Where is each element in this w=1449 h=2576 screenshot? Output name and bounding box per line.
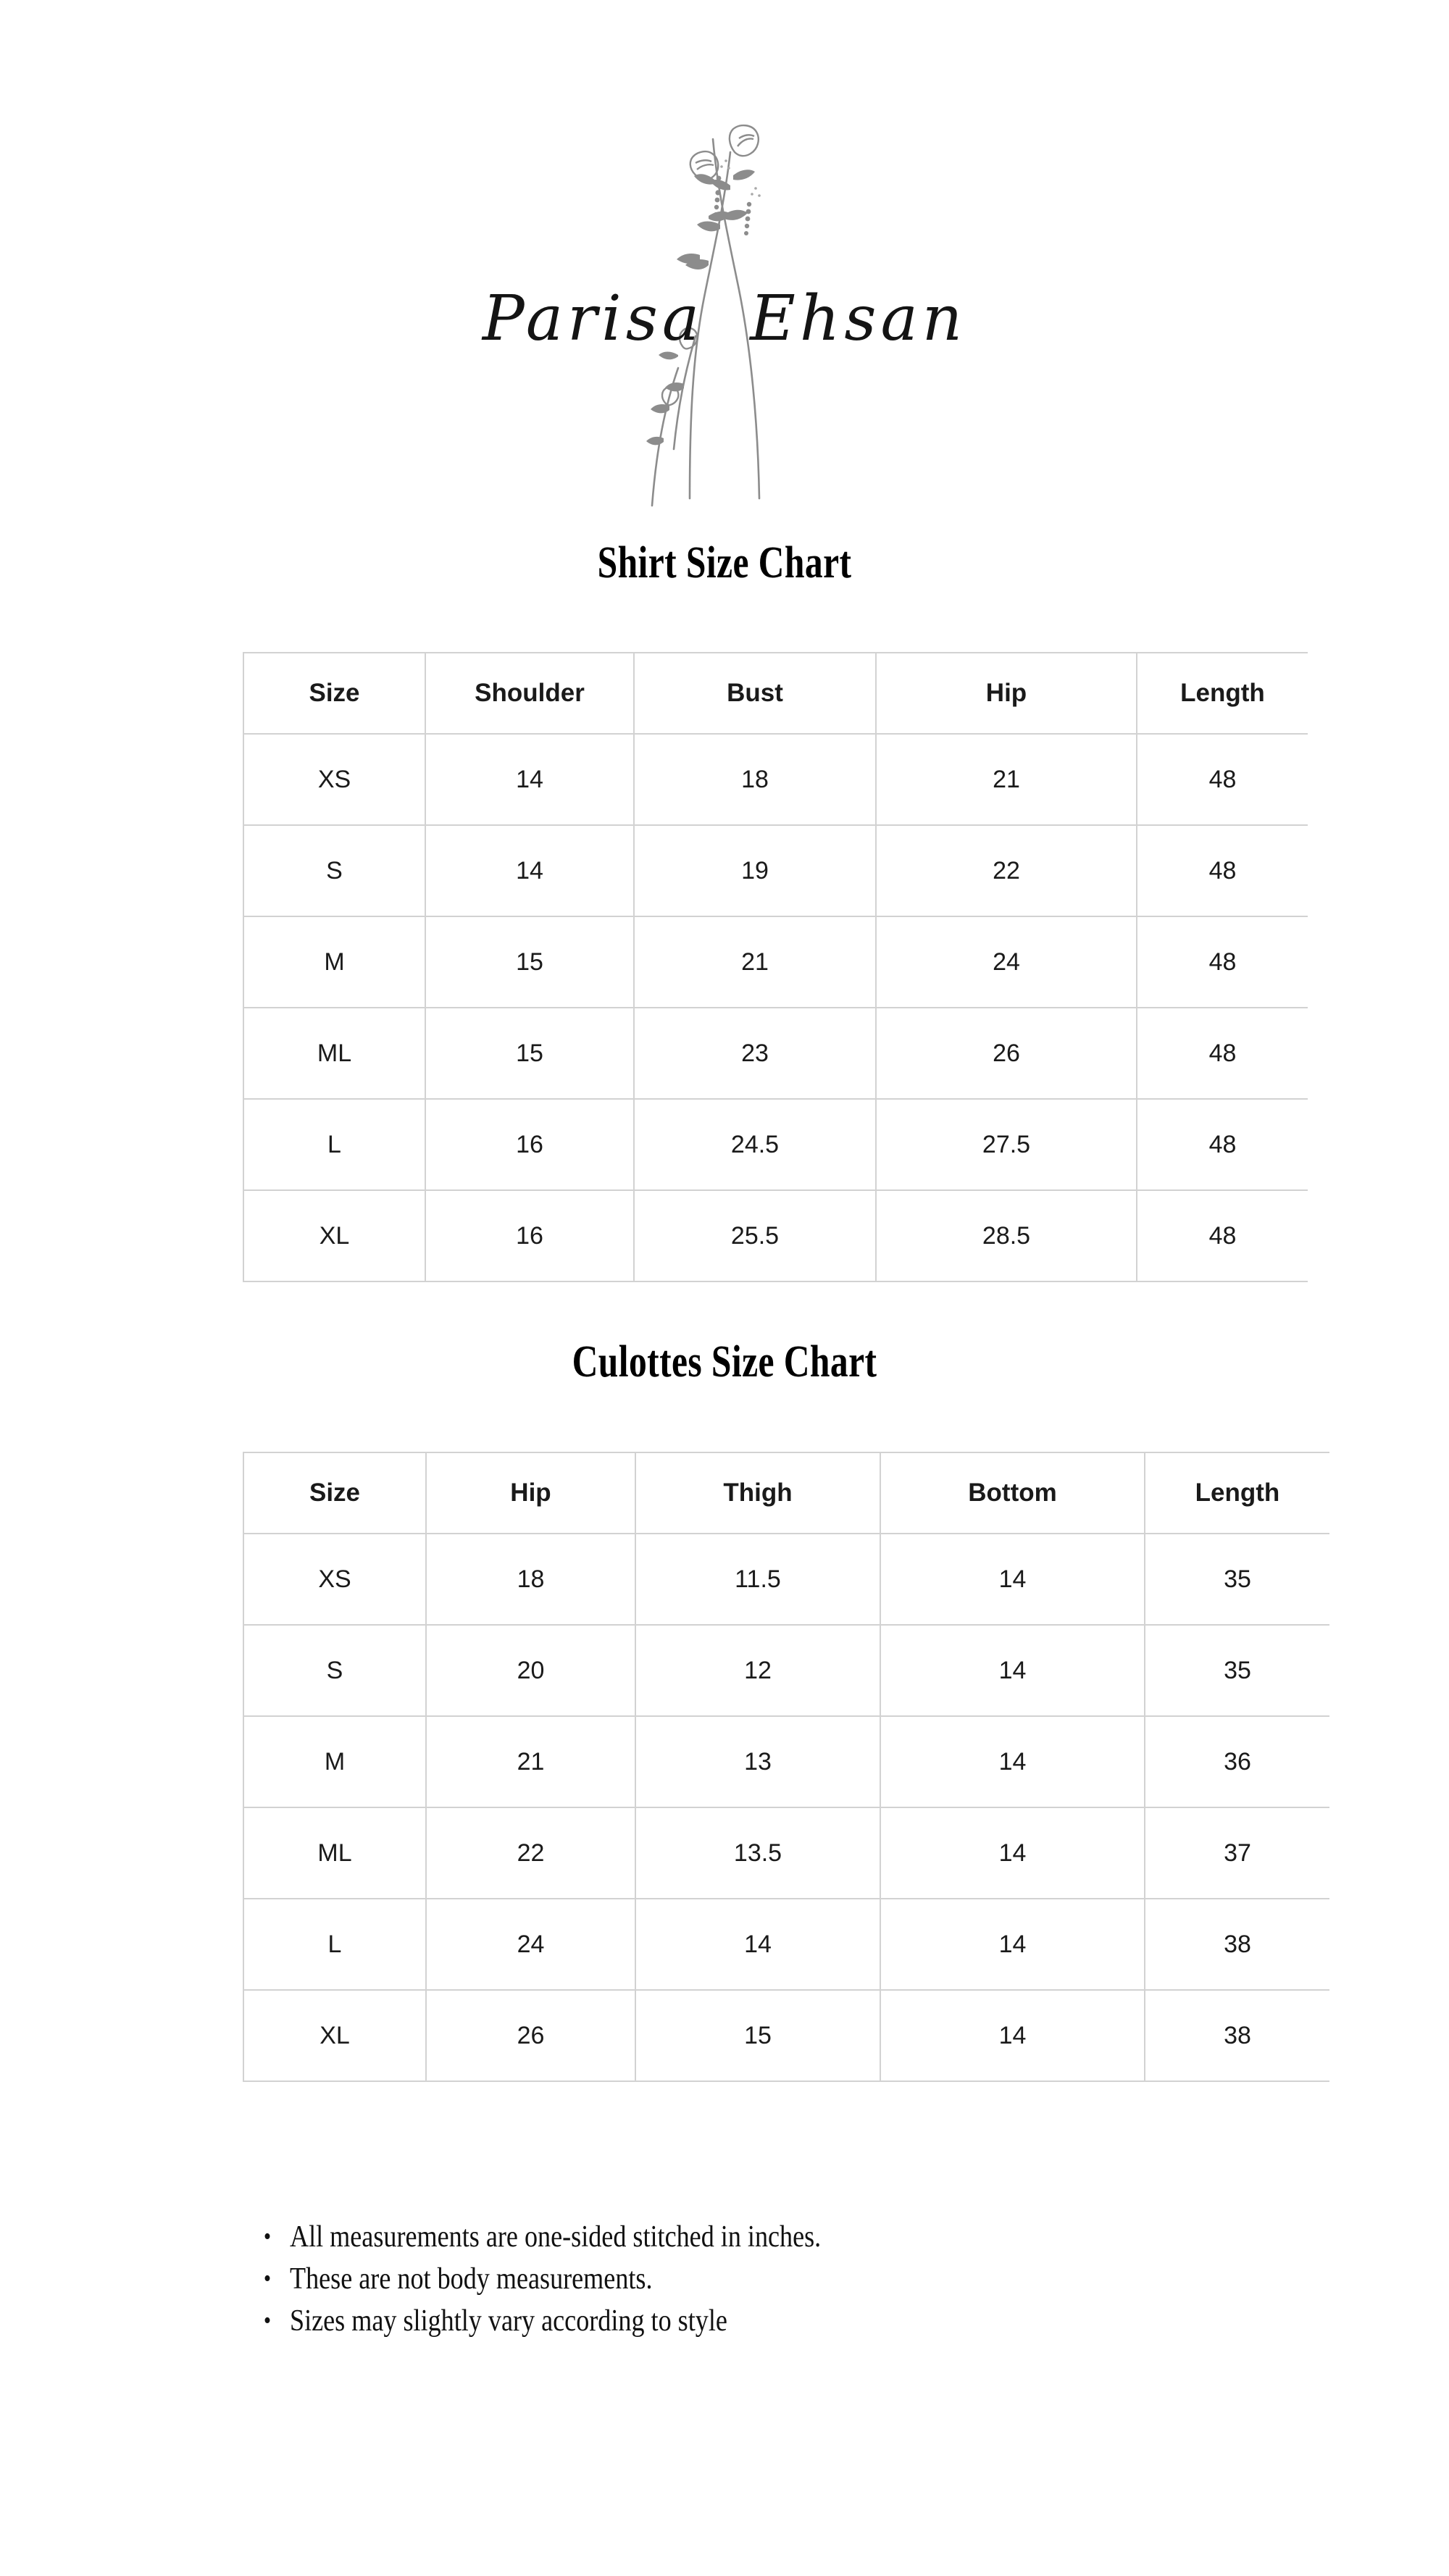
cell-size: XS bbox=[243, 1534, 426, 1625]
cell-thigh: 11.5 bbox=[635, 1534, 880, 1625]
cell-bottom: 14 bbox=[880, 1625, 1145, 1716]
cell-length: 48 bbox=[1137, 1008, 1308, 1099]
cell-hip: 21 bbox=[426, 1716, 635, 1807]
cell-shoulder: 15 bbox=[425, 1008, 634, 1099]
shirt-size-chart-title: Shirt Size Chart bbox=[597, 538, 852, 587]
cell-shoulder: 16 bbox=[425, 1099, 634, 1190]
column-header-hip: Hip bbox=[876, 653, 1137, 734]
table-row bbox=[243, 916, 1308, 1008]
cell-size: XL bbox=[243, 1190, 425, 1281]
brand-logo bbox=[0, 43, 1449, 507]
cell-length: 37 bbox=[1145, 1807, 1329, 1899]
cell-bottom: 14 bbox=[880, 1716, 1145, 1807]
cell-bust: 21 bbox=[634, 916, 876, 1008]
cell-size: ML bbox=[243, 1008, 425, 1099]
table-row bbox=[243, 1990, 1329, 2081]
cell-size: S bbox=[243, 825, 425, 916]
cell-shoulder: 14 bbox=[425, 825, 634, 916]
table-row bbox=[243, 1534, 1329, 1625]
measurement-notes-list bbox=[246, 2217, 1232, 2343]
cell-bottom: 14 bbox=[880, 1899, 1145, 1990]
cell-size: XS bbox=[243, 734, 425, 825]
table-row bbox=[243, 1008, 1308, 1099]
column-header-shoulder: Shoulder bbox=[425, 653, 634, 734]
cell-hip: 22 bbox=[876, 825, 1137, 916]
cell-size: L bbox=[243, 1899, 426, 1990]
table-row bbox=[243, 1099, 1308, 1190]
cell-size: S bbox=[243, 1625, 426, 1716]
table-row bbox=[243, 1190, 1308, 1281]
table-row bbox=[243, 734, 1308, 825]
table-header-row bbox=[243, 653, 1308, 734]
cell-bust: 24.5 bbox=[634, 1099, 876, 1190]
cell-size: ML bbox=[243, 1807, 426, 1899]
cell-size: M bbox=[243, 916, 425, 1008]
cell-shoulder: 16 bbox=[425, 1190, 634, 1281]
column-header-length: Length bbox=[1137, 653, 1308, 734]
cell-length: 48 bbox=[1137, 734, 1308, 825]
column-header-length: Length bbox=[1145, 1452, 1329, 1534]
cell-shoulder: 15 bbox=[425, 916, 634, 1008]
cell-size: M bbox=[243, 1716, 426, 1807]
cell-bottom: 14 bbox=[880, 1990, 1145, 2081]
column-header-bust: Bust bbox=[634, 653, 876, 734]
cell-length: 48 bbox=[1137, 1190, 1308, 1281]
brand-first-name: Parisa bbox=[482, 283, 704, 355]
column-header-bottom: Bottom bbox=[880, 1452, 1145, 1534]
cell-hip: 28.5 bbox=[876, 1190, 1137, 1281]
table-row bbox=[243, 1807, 1329, 1899]
table-row bbox=[243, 1716, 1329, 1807]
cell-thigh: 13.5 bbox=[635, 1807, 880, 1899]
cell-length: 36 bbox=[1145, 1716, 1329, 1807]
cell-hip: 21 bbox=[876, 734, 1137, 825]
brand-last-name: Ehsan bbox=[750, 283, 967, 355]
cell-length: 38 bbox=[1145, 1899, 1329, 1990]
cell-length: 38 bbox=[1145, 1990, 1329, 2081]
column-header-size: Size bbox=[243, 653, 425, 734]
cell-bust: 19 bbox=[634, 825, 876, 916]
cell-length: 48 bbox=[1137, 825, 1308, 916]
cell-hip: 24 bbox=[876, 916, 1137, 1008]
cell-length: 35 bbox=[1145, 1625, 1329, 1716]
cell-hip: 22 bbox=[426, 1807, 635, 1899]
table-row bbox=[243, 1625, 1329, 1716]
culottes-size-table bbox=[243, 1452, 1329, 2082]
cell-bust: 23 bbox=[634, 1008, 876, 1099]
list-item: • All measurements are one-sided stitched in inches. bbox=[290, 2217, 1100, 2257]
cell-shoulder: 14 bbox=[425, 734, 634, 825]
column-header-size: Size bbox=[243, 1452, 426, 1534]
cell-thigh: 15 bbox=[635, 1990, 880, 2081]
cell-hip: 24 bbox=[426, 1899, 635, 1990]
column-header-hip: Hip bbox=[426, 1452, 635, 1534]
wildflower-stems-icon bbox=[435, 43, 1014, 507]
cell-thigh: 13 bbox=[635, 1716, 880, 1807]
column-header-thigh: Thigh bbox=[635, 1452, 880, 1534]
culottes-size-chart-title: Culottes Size Chart bbox=[572, 1337, 877, 1387]
shirt-size-table bbox=[243, 652, 1308, 1282]
cell-size: L bbox=[243, 1099, 425, 1190]
cell-thigh: 12 bbox=[635, 1625, 880, 1716]
cell-bust: 25.5 bbox=[634, 1190, 876, 1281]
cell-hip: 26 bbox=[876, 1008, 1137, 1099]
cell-bottom: 14 bbox=[880, 1807, 1145, 1899]
cell-size: XL bbox=[243, 1990, 426, 2081]
table-row bbox=[243, 1899, 1329, 1990]
cell-thigh: 14 bbox=[635, 1899, 880, 1990]
cell-length: 48 bbox=[1137, 1099, 1308, 1190]
cell-hip: 18 bbox=[426, 1534, 635, 1625]
table-row bbox=[243, 825, 1308, 916]
cell-hip: 26 bbox=[426, 1990, 635, 2081]
cell-hip: 20 bbox=[426, 1625, 635, 1716]
list-item: • These are not body measurements. bbox=[290, 2259, 1100, 2299]
cell-hip: 27.5 bbox=[876, 1099, 1137, 1190]
brand-wordmark bbox=[0, 283, 1449, 355]
cell-bottom: 14 bbox=[880, 1534, 1145, 1625]
list-item: • Sizes may slightly vary according to style bbox=[290, 2301, 1100, 2341]
cell-bust: 18 bbox=[634, 734, 876, 825]
cell-length: 48 bbox=[1137, 916, 1308, 1008]
cell-length: 35 bbox=[1145, 1534, 1329, 1625]
table-header-row bbox=[243, 1452, 1329, 1534]
